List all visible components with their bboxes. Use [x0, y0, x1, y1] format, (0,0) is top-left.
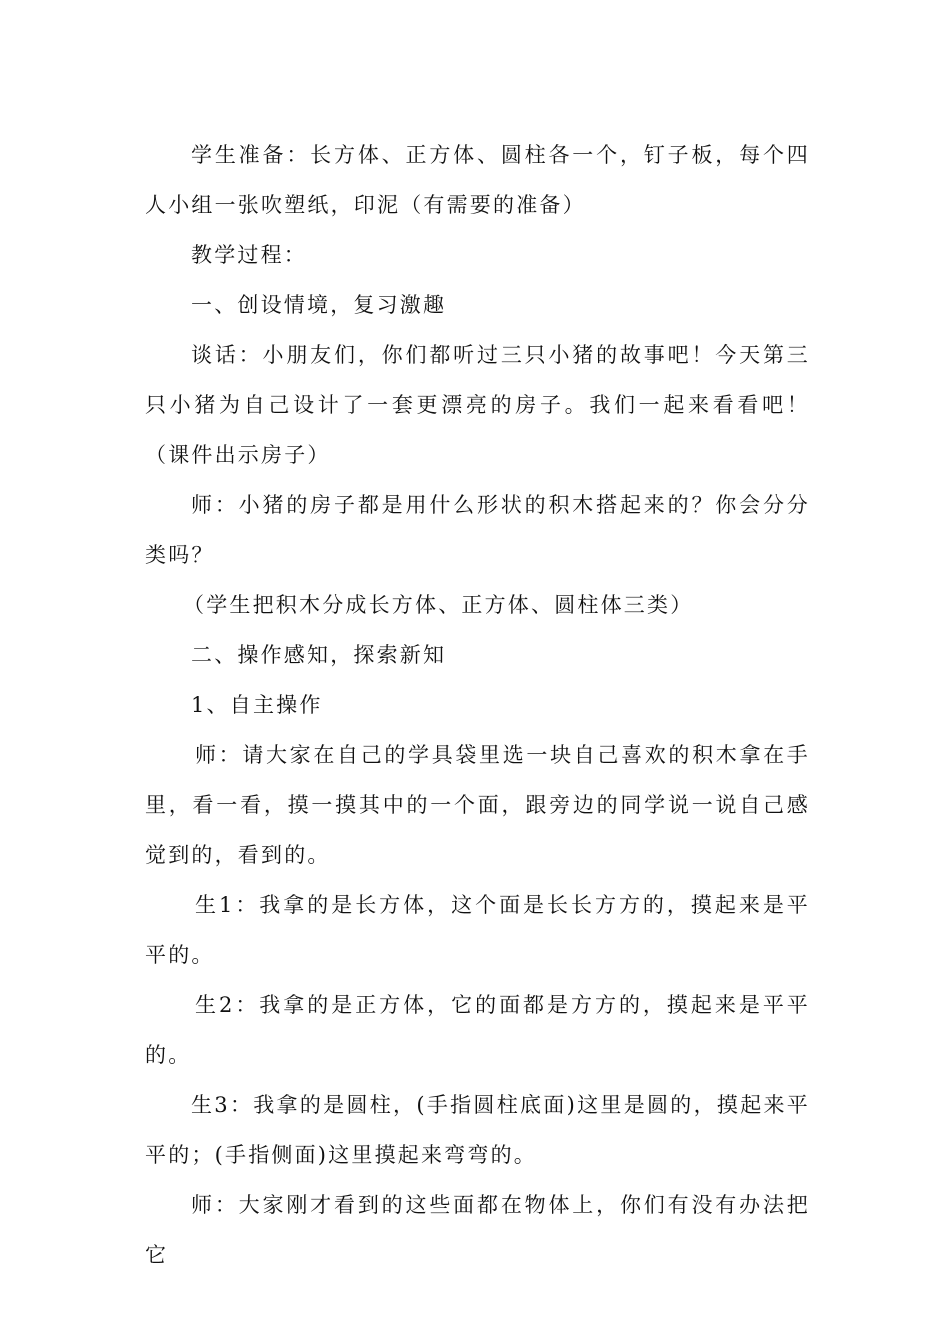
- paragraph-dialogue-intro: 谈话：小朋友们，你们都听过三只小猪的故事吧！今天第三只小猪为自己设计了一套更漂亮的房子。我们一起来看看吧！（课件出示房子）: [145, 343, 810, 467]
- section-heading-1: 一、创设情境，复习激趣: [191, 293, 447, 317]
- paragraph-teacher-followup: 师：大家刚才看到的这些面都在物体上，你们有没有办法把它: [145, 1193, 810, 1267]
- paragraph-student-3: 生3：我拿的是圆柱，(手指圆柱底面)这里是圆的，摸起来平平的；(手指侧面)这里摸起来弯弯的。: [145, 1093, 810, 1167]
- paragraph-student-1: 生1：我拿的是长方体，这个面是长长方方的，摸起来是平平的。: [145, 893, 810, 967]
- paragraph-teacher-instruction: 师：请大家在自己的学具袋里选一块自己喜欢的积木拿在手里，看一看，摸一摸其中的一个面，跟旁边的同学说一说自己感觉到的，看到的。: [145, 743, 810, 867]
- paragraph-teacher-question: 师：小猪的房子都是用什么形状的积木搭起来的？你会分分类吗？: [145, 493, 810, 567]
- section-heading-2: 二、操作感知，探索新知: [191, 643, 447, 667]
- document-body: [145, 130, 810, 1280]
- paragraph-student-prep: 学生准备：长方体、正方体、圆柱各一个，钉子板，每个四人小组一张吹塑纸，印泥（有需要的准备）: [145, 143, 810, 217]
- paragraph-teaching-process: 教学过程：: [191, 243, 307, 267]
- subsection-heading-1: 1、自主操作: [191, 693, 323, 717]
- paragraph-student-classify: （学生把积木分成长方体、正方体、圆柱体三类）: [183, 593, 694, 617]
- paragraph-student-2: 生2：我拿的是正方体，它的面都是方方的，摸起来是平平的。: [145, 993, 810, 1067]
